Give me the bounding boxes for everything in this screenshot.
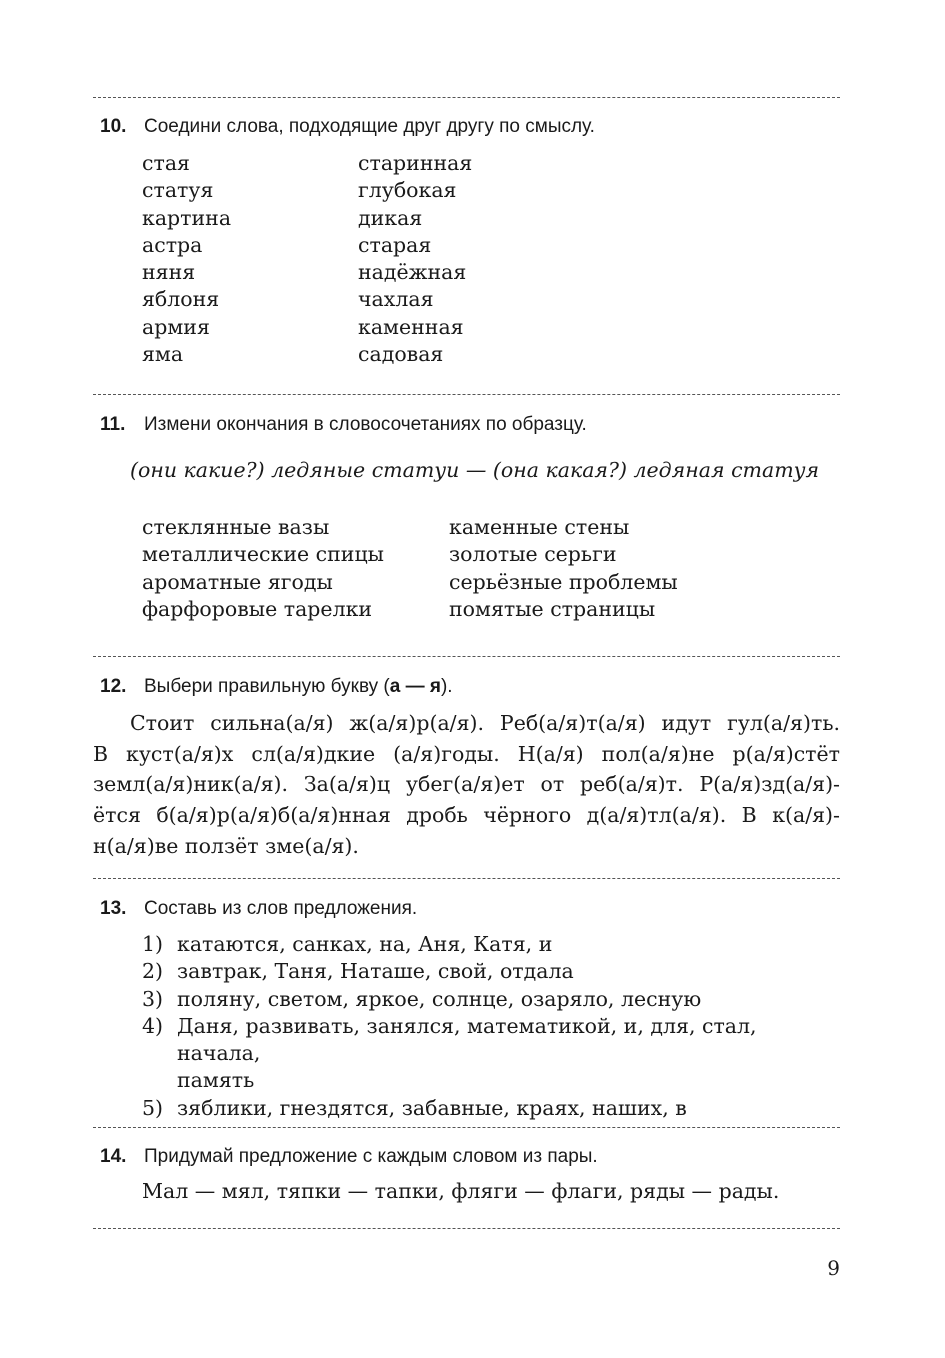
divider (93, 1127, 840, 1128)
task-instruction: Составь из слов предложения. (144, 898, 418, 919)
phrase: стеклянные вазы (142, 515, 330, 539)
task-number: 10. (100, 116, 127, 137)
task-instruction: Измени окончания в словосочетаниях по образцу. (144, 414, 587, 435)
item-text-continued: память (177, 1068, 255, 1093)
task-instruction: Придумай предложение с каждым словом из пары. (144, 1146, 598, 1167)
phrase: помятые страницы (449, 596, 656, 621)
task-instruction-letters: а — я (389, 676, 441, 697)
task-10-right-column (358, 150, 472, 368)
task-12-title (100, 676, 453, 698)
phrase: каменные стены (449, 515, 630, 539)
task-13-list (142, 931, 842, 1122)
word: яблоня (142, 287, 220, 312)
item-number: 4) (142, 1013, 164, 1038)
list-item (142, 958, 842, 985)
word: старинная (358, 151, 473, 175)
item-number: 5) (142, 1095, 164, 1120)
page-number: 9 (827, 1256, 840, 1280)
item-number: 2) (142, 959, 164, 984)
word: армия (142, 314, 210, 339)
word: старая (358, 232, 432, 257)
word: астра (142, 232, 203, 257)
divider (93, 656, 840, 657)
word: стая (142, 151, 190, 175)
word: картина (142, 205, 232, 230)
item-text: завтрак, Таня, Наташе, свой, отдала (177, 959, 574, 984)
phrase: серьёзные проблемы (449, 569, 678, 594)
task-number: 12. (100, 676, 127, 697)
task-11-right-column (449, 514, 678, 623)
text-line: В куст(а/я)х сл(а/я)дкие (а/я)годы. Н(а/я) пол(а/я)не р(а/я)стёт (93, 741, 840, 766)
list-item (142, 1095, 842, 1122)
item-text: поляну, светом, яркое, солнце, озаряло, лесную (177, 986, 702, 1011)
item-number: 3) (142, 986, 164, 1011)
phrase: фарфоровые тарелки (142, 596, 373, 621)
word: няня (142, 260, 196, 285)
word: дикая (358, 205, 423, 230)
task-13-title (100, 898, 417, 920)
list-item (142, 1013, 842, 1095)
list-item (142, 931, 842, 958)
word: яма (142, 342, 184, 367)
word: чахлая (358, 287, 434, 312)
divider (93, 1228, 840, 1229)
divider (93, 97, 840, 98)
task-10-left-column (142, 150, 231, 368)
text-line: н(а/я)ве ползёт зме(а/я). (93, 833, 359, 858)
text-line: Стоит сильна(а/я) ж(а/я)р(а/я). Реб(а/я)т(а/я) идут гул(а/я)ть. (130, 711, 840, 735)
phrase: ароматные ягоды (142, 569, 333, 594)
divider (93, 394, 840, 395)
text-line: ётся б(а/я)р(а/я)б(а/я)нная дробь чёрного д(а/я)тл(а/я). В к(а/я)- (93, 803, 840, 828)
task-number: 14. (100, 1146, 127, 1167)
phrase: металлические спицы (142, 542, 384, 567)
task-instruction: Соедини слова, подходящие друг другу по смыслу. (144, 116, 595, 137)
item-text: зяблики, гнездятся, забавные, краях, наших, в (177, 1095, 687, 1120)
task-12-text (93, 708, 840, 861)
task-14-title (100, 1146, 598, 1168)
task-11-title (100, 414, 587, 436)
task-number: 13. (100, 898, 127, 919)
task-11-left-column (142, 514, 384, 623)
item-text: катаются, санках, на, Аня, Катя, и (177, 932, 553, 956)
task-10-title (100, 116, 595, 138)
task-instruction: Выбери правильную букву ( (144, 676, 390, 697)
list-item (142, 986, 842, 1013)
word: надёжная (358, 260, 467, 285)
word: глубокая (358, 178, 457, 203)
task-11-example: (они какие?) ледяные статуи — (она какая?) ледяная статуя (130, 458, 820, 482)
phrase: золотые серьги (449, 542, 617, 567)
item-text: Даня, развивать, занялся, математикой, и, для, стал, начала, (177, 1013, 757, 1066)
word: каменная (358, 314, 464, 339)
task-14-text: Мал — мял, тяпки — тапки, фляги — флаги, ряды — рады. (142, 1179, 780, 1203)
task-instruction-end: ). (440, 676, 453, 697)
task-number: 11. (100, 414, 126, 435)
text-line: земл(а/я)ник(а/я). За(а/я)ц убег(а/я)ет от реб(а/я)т. Р(а/я)зд(а/я)- (93, 772, 840, 797)
word: статуя (142, 178, 214, 203)
item-number: 1) (142, 932, 164, 956)
divider (93, 878, 840, 879)
word: садовая (358, 342, 444, 367)
